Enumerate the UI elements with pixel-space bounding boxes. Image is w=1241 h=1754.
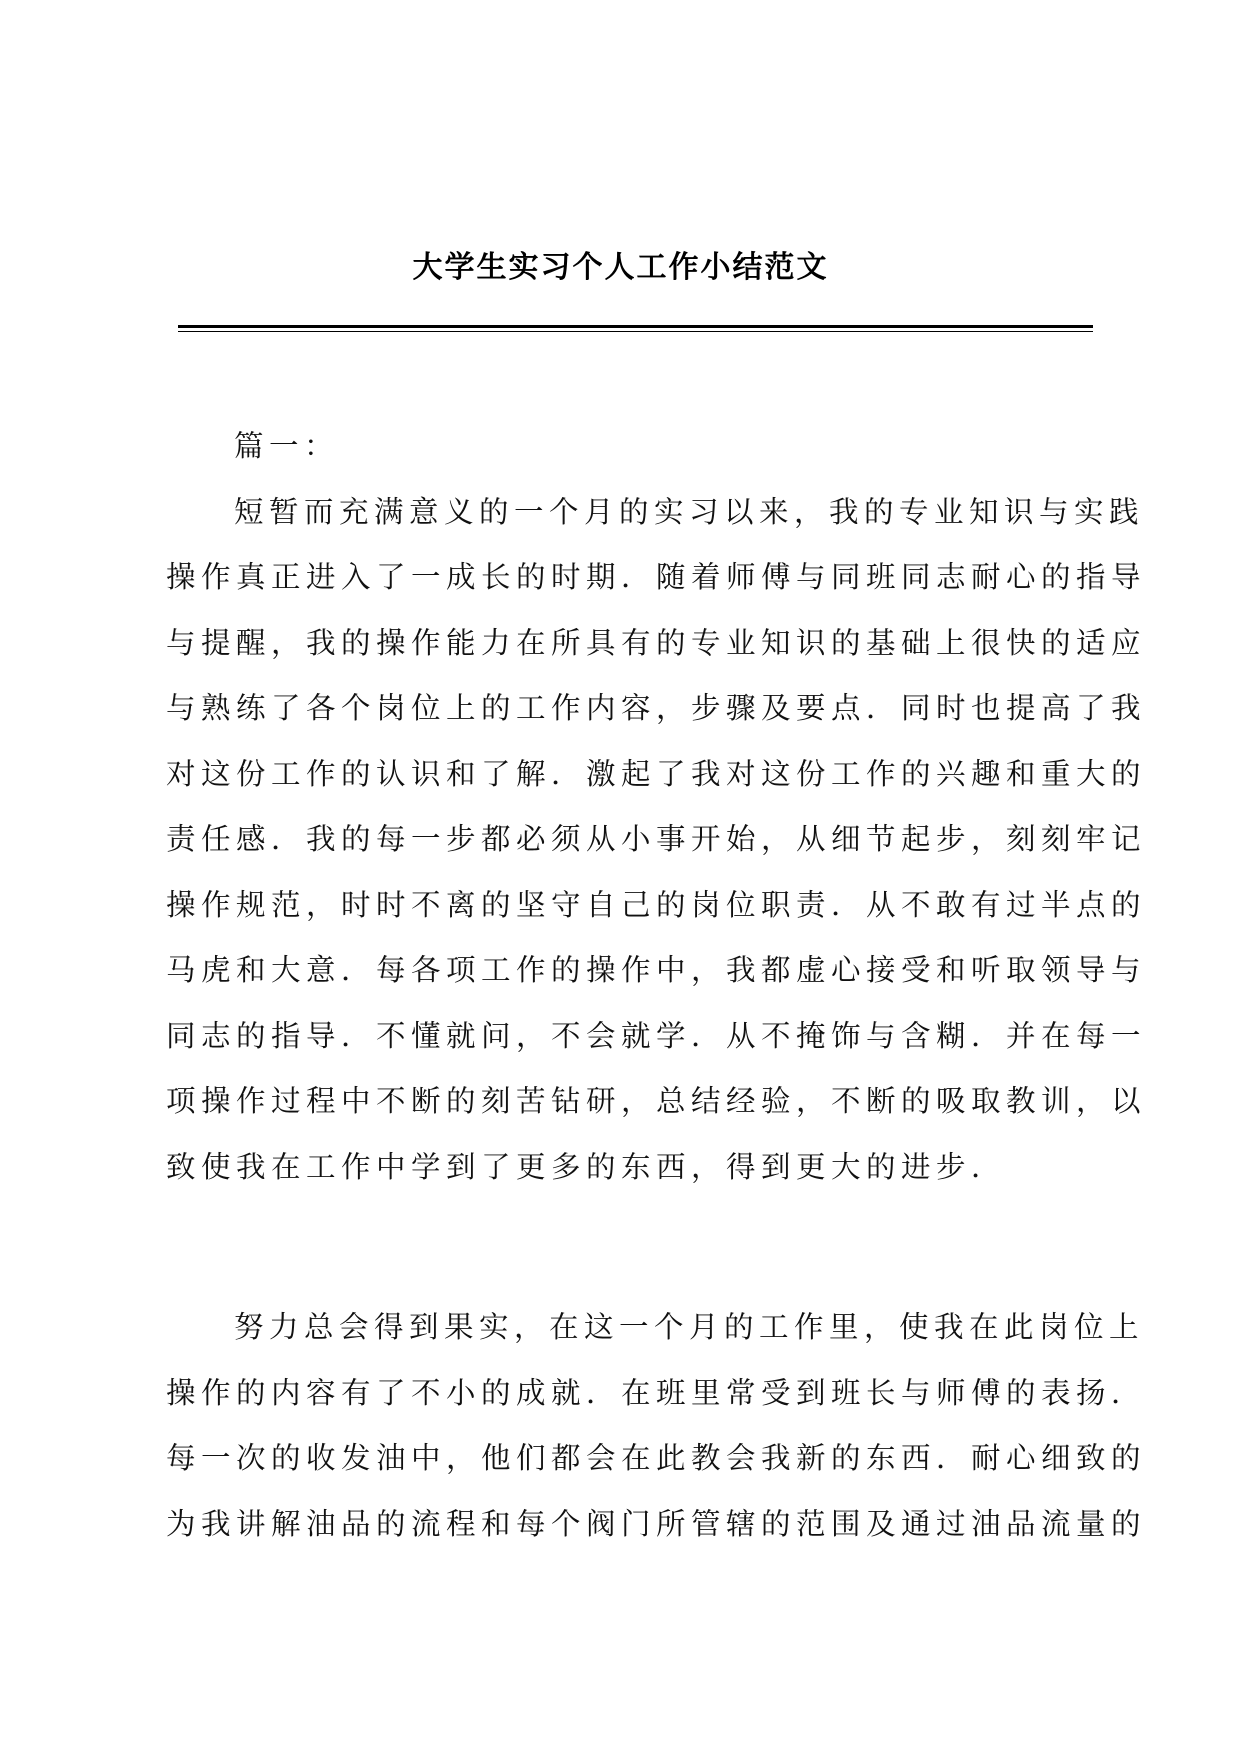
paragraph-1-line: 责任感．我的每一步都必须从小事开始，从细节起步，刻刻牢记 — [166, 822, 1147, 856]
paragraph-1-line: 马虎和大意．每各项工作的操作中，我都虚心接受和听取领导与 — [166, 953, 1147, 987]
paragraph-1-line: 致使我在工作中学到了更多的东西，得到更大的进步． — [166, 1149, 1007, 1184]
paragraph-2-line: 每一次的收发油中，他们都会在此教会我新的东西．耐心细致的 — [166, 1441, 1147, 1475]
section-label: 篇一： — [234, 429, 340, 463]
paragraph-1-line: 短暂而充满意义的一个月的实习以来，我的专业知识与实践 — [234, 494, 1145, 529]
title-divider — [178, 325, 1093, 328]
paragraph-1-line: 与熟练了各个岗位上的工作内容，步骤及要点．同时也提高了我 — [166, 691, 1147, 725]
paragraph-1-line: 同志的指导．不懂就问，不会就学．从不掩饰与含糊．并在每一 — [166, 1018, 1147, 1053]
paragraph-1-line: 操作规范，时时不离的坚守自己的岗位职责．从不敢有过半点的 — [166, 887, 1147, 922]
paragraph-1-line: 项操作过程中不断的刻苦钻研，总结经验，不断的吸取教训，以 — [166, 1084, 1147, 1118]
paragraph-2-line: 为我讲解油品的流程和每个阀门所管辖的范围及通过油品流量的 — [166, 1506, 1147, 1541]
paragraph-2-line: 操作的内容有了不小的成就．在班里常受到班长与师傅的表扬． — [166, 1375, 1147, 1410]
paragraph-1-line: 与提醒，我的操作能力在所具有的专业知识的基础上很快的适应 — [166, 625, 1147, 660]
document-body — [166, 414, 1147, 1557]
title-divider-thin — [178, 331, 1093, 332]
document-title: 大学生实习个人工作小结范文 — [412, 250, 829, 285]
paragraph-1-line: 对这份工作的认识和了解．激起了我对这份工作的兴趣和重大的 — [166, 756, 1147, 791]
paragraph-2-line: 努力总会得到果实，在这一个月的工作里，使我在此岗位上 — [234, 1310, 1145, 1344]
paragraph-gap — [166, 1200, 1091, 1295]
paragraph-1-line: 操作真正进入了一成长的时期．随着师傅与同班同志耐心的指导 — [166, 560, 1147, 594]
